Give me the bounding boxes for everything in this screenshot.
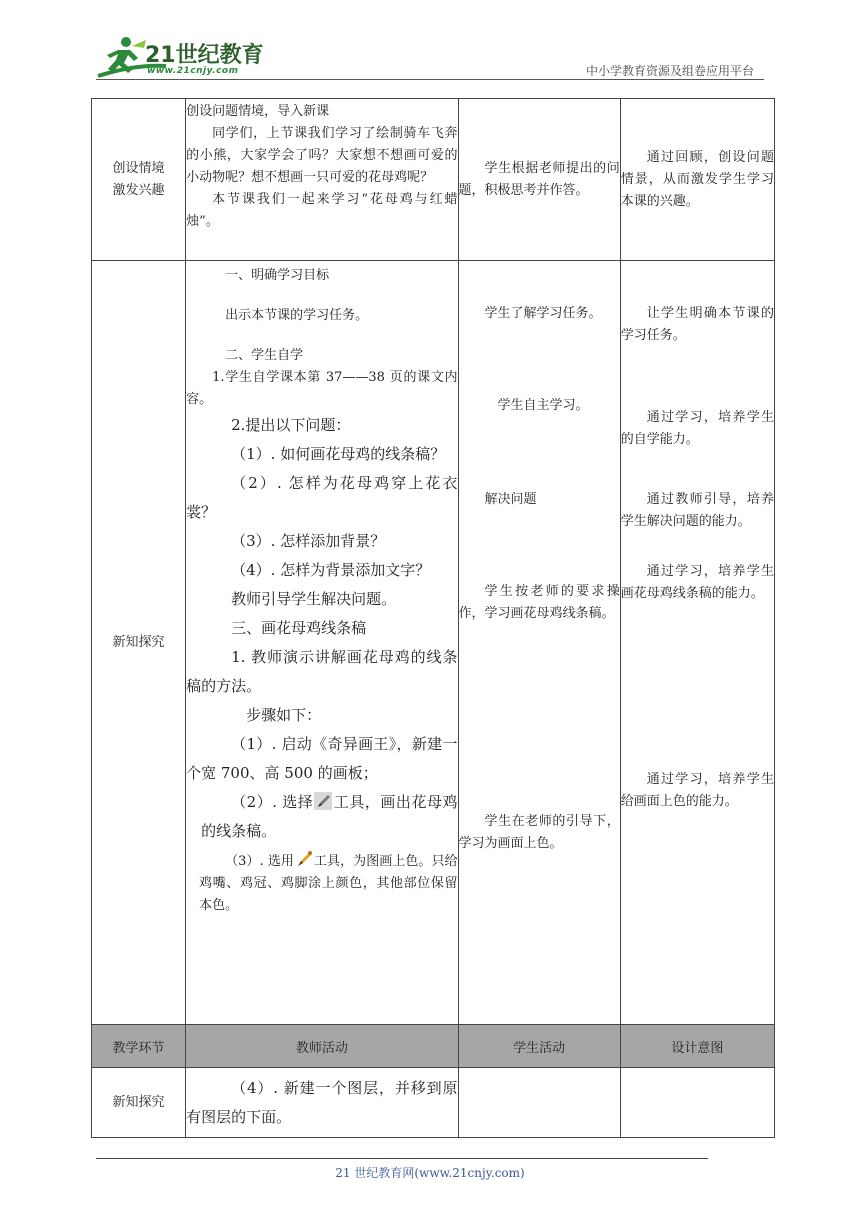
student-activity-cell <box>458 99 620 261</box>
platform-name: 中小学教育资源及组卷应用平台 <box>585 64 754 78</box>
text-paragraph: 学生在老师的引导下，学习为画面上色。 <box>458 814 620 851</box>
text-paragraph: 通过学习，培养学生的自学能力。 <box>620 410 774 447</box>
stage-label: 新知探究 <box>112 1094 165 1110</box>
teacher-activity-cell <box>186 99 458 261</box>
text-paragraph: （4）. 怎样为背景添加文字？ <box>231 561 431 579</box>
step-text: 工具，画出花母鸡的线条稿。 <box>201 793 458 840</box>
text-line: 创设问题情境，导入新课 <box>186 104 330 119</box>
step-text: （2）. 选择 <box>231 793 314 811</box>
text-paragraph: （1）. 如何画花母鸡的线条稿？ <box>231 445 446 463</box>
text-line: 2.提出以下问题： <box>231 416 351 434</box>
footer-divider <box>96 1158 708 1159</box>
text-paragraph <box>186 850 457 917</box>
design-intent-cell <box>620 1068 774 1138</box>
logo-title: 21世纪教育 <box>145 43 264 68</box>
step-text: 工具，为图画上色。只给鸡嘴、鸡冠、鸡脚涂上颜色，其他部位保留本色。 <box>199 854 458 913</box>
text-paragraph: 让学生明确本节课的学习任务。 <box>620 306 774 343</box>
stage-cell <box>92 1068 186 1138</box>
text-paragraph: （1）. 启动《奇异画王》，新建一个宽 700、高 500 的画板； <box>186 735 458 782</box>
table-row <box>92 1068 775 1138</box>
header-divider <box>96 79 764 80</box>
text-paragraph: 通过学习，培养学生画花母鸡线条稿的能力。 <box>620 564 774 601</box>
logo-url: www.21cnjy.com <box>147 66 239 76</box>
student-activity-cell <box>458 261 620 1025</box>
design-intent-cell <box>620 99 774 261</box>
teacher-activity-cell <box>186 1068 458 1138</box>
text-paragraph: 学生了解学习任务。 <box>484 306 602 321</box>
table-header-row <box>92 1025 775 1068</box>
text-paragraph: 学生按老师的要求操作，学习画花母鸡线条稿。 <box>458 584 620 621</box>
text-paragraph: 同学们，上节课我们学习了绘制骑车飞奔的小熊，大家学会了吗？大家想不想画可爱的小动物呢？想不想画一只可爱的花母鸡呢？ <box>186 126 458 185</box>
text-paragraph: 通过学习，培养学生给画面上色的能力。 <box>620 772 774 809</box>
stage-label: 新知探究 <box>112 634 165 650</box>
table-row <box>92 261 775 1025</box>
stage-cell <box>92 261 186 1025</box>
design-intent-cell <box>620 261 774 1025</box>
text-paragraph: 1.学生自学课本第 37——38 页的课文内容。 <box>186 370 458 407</box>
text-line: 一、明确学习目标 <box>225 268 330 283</box>
lesson-plan-table <box>91 98 775 1138</box>
text-line: 三、画花母鸡线条稿 <box>231 619 367 637</box>
text-line: 步骤如下： <box>246 706 322 724</box>
text-line: 二、学生自学 <box>225 348 304 363</box>
text-line: 教师引导学生解决问题。 <box>231 590 397 608</box>
pencil-tool-icon <box>314 792 332 810</box>
text-paragraph: 学生根据老师提出的问题，积极思考并作答。 <box>458 160 620 198</box>
column-header: 教师活动 <box>186 1025 458 1068</box>
text-line: 出示本节课的学习任务。 <box>225 308 369 323</box>
text-line: 学生自主学习。 <box>497 398 589 413</box>
text-paragraph: 1. 教师演示讲解画花母鸡的线条稿的方法。 <box>186 648 458 695</box>
text-paragraph: （4）. 新建一个图层，并移到原有图层的下面。 <box>186 1078 458 1126</box>
text-paragraph: 通过教师引导，培养学生解决问题的能力。 <box>620 492 774 529</box>
footer-text: 21 世纪教育网(www.21cnjy.com) <box>335 1166 525 1180</box>
column-header: 教学环节 <box>92 1025 186 1068</box>
brush-tool-icon <box>295 850 313 868</box>
text-line: （3）. 怎样添加背景？ <box>231 532 386 550</box>
table-row <box>92 99 775 261</box>
stage-label: 激发兴趣 <box>112 182 165 198</box>
teacher-activity-cell <box>186 261 458 1025</box>
column-header: 学生活动 <box>458 1025 620 1068</box>
text-paragraph: 通过回顾，创设问题情景，从而激发学生学习本课的兴趣。 <box>620 149 774 209</box>
text-paragraph <box>186 788 457 846</box>
text-paragraph: 本节课我们一起来学习“花母鸡与红蜡烛”。 <box>186 192 458 229</box>
stage-cell <box>92 99 186 261</box>
text-line: 解决问题 <box>484 492 537 507</box>
student-activity-cell <box>458 1068 620 1138</box>
step-text: （3）. 选用 <box>225 854 294 869</box>
text-paragraph: （2）. 怎样为花母鸡穿上花衣裳？ <box>186 474 458 521</box>
column-header: 设计意图 <box>620 1025 774 1068</box>
stage-label: 创设情境 <box>112 160 165 176</box>
